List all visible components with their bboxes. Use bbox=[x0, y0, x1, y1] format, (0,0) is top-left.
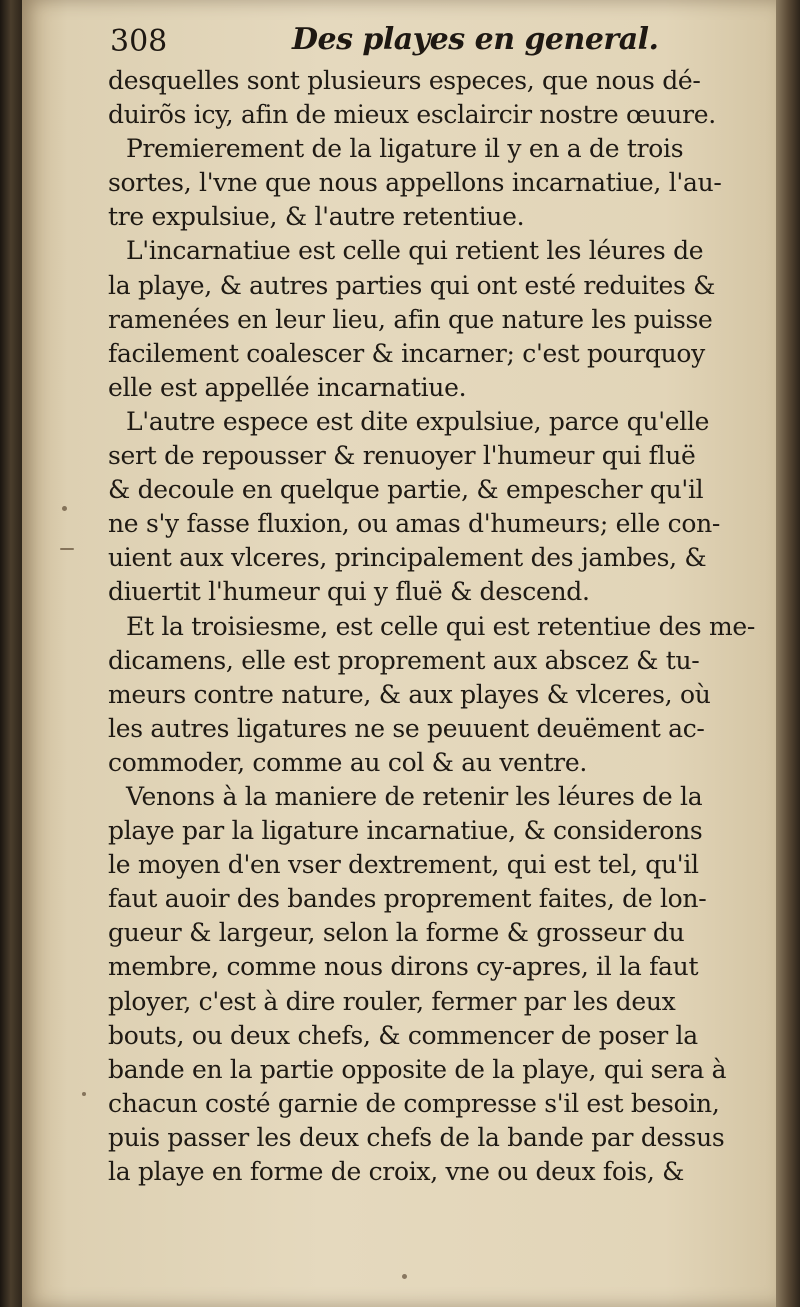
text-line: les autres ligatures ne se peuuent deuëment ac- bbox=[108, 713, 705, 743]
text-line: chacun costé garnie de compresse s'il est besoin, bbox=[108, 1088, 720, 1118]
ink-spot bbox=[62, 506, 67, 511]
text-line: le moyen d'en vser dextrement, qui est tel, qu'il bbox=[108, 850, 699, 880]
text-line: L'autre espece est dite expulsiue, parce qu'elle bbox=[126, 406, 710, 436]
body-text bbox=[108, 64, 758, 1189]
book-binding bbox=[0, 0, 24, 1307]
text-line: Et la troisiesme, est celle qui est retentiue des me- bbox=[126, 611, 755, 641]
text-line: la playe, & autres parties qui ont esté reduites & bbox=[108, 270, 716, 300]
text-line: Venons à la maniere de retenir les léures de la bbox=[126, 781, 703, 811]
text-line: ployer, c'est à dire rouler, fermer par les deux bbox=[108, 986, 676, 1016]
text-line: diuertit l'humeur qui y fluë & descend. bbox=[108, 577, 590, 607]
text-line: bande en la partie opposite de la playe, qui sera à bbox=[108, 1054, 727, 1084]
text-line: tre expulsiue, & l'autre retentiue. bbox=[108, 202, 525, 232]
page-edge bbox=[776, 0, 800, 1307]
text-line: faut auoir des bandes proprement faites, de lon- bbox=[108, 884, 707, 914]
text-line: la playe en forme de croix, vne ou deux fois, & bbox=[108, 1157, 685, 1186]
text-line: dicamens, elle est proprement aux abscez & tu- bbox=[108, 645, 700, 675]
text-line: uient aux vlceres, principalement des jambes, & bbox=[108, 543, 707, 573]
text-line: meurs contre nature, & aux playes & vlceres, où bbox=[108, 679, 711, 709]
text-line: sortes, l'vne que nous appellons incarnatiue, l'au- bbox=[108, 168, 722, 198]
text-line: puis passer les deux chefs de la bande par dessus bbox=[108, 1122, 725, 1152]
page-header bbox=[110, 18, 750, 68]
text-line: duirõs icy, afin de mieux esclaircir nostre œuure. bbox=[108, 100, 716, 130]
text-line: L'incarnatiue est celle qui retient les léures de bbox=[126, 236, 704, 266]
text-line: commoder, comme au col & au ventre. bbox=[108, 747, 587, 777]
text-line: gueur & largeur, selon la forme & grosseur du bbox=[108, 918, 685, 948]
text-line: facilement coalescer & incarner; c'est pourquoy bbox=[108, 338, 705, 368]
page-number: 308 bbox=[110, 24, 168, 59]
text-line: membre, comme nous dirons cy-apres, il la faut bbox=[108, 952, 699, 982]
text-line: sert de repousser & renuoyer l'humeur qui fluë bbox=[108, 441, 696, 471]
text-line: ne s'y fasse fluxion, ou amas d'humeurs; elle con- bbox=[108, 509, 721, 539]
running-head: Des playes en general. bbox=[292, 22, 659, 57]
ink-spot bbox=[82, 1092, 86, 1096]
text-line: & decoule en quelque partie, & empescher qu'il bbox=[108, 475, 704, 505]
text-line: Premierement de la ligature il y en a de trois bbox=[126, 134, 684, 164]
text-line: playe par la ligature incarnatiue, & considerons bbox=[108, 816, 703, 846]
ink-spot bbox=[402, 1274, 407, 1279]
text-line: desquelles sont plusieurs especes, que nous dé- bbox=[108, 66, 701, 95]
text-line: elle est appellée incarnatiue. bbox=[108, 372, 467, 402]
text-line: ramenées en leur lieu, afin que nature les puisse bbox=[108, 304, 713, 334]
ink-mark bbox=[60, 548, 74, 550]
text-line: bouts, ou deux chefs, & commencer de poser la bbox=[108, 1020, 698, 1050]
